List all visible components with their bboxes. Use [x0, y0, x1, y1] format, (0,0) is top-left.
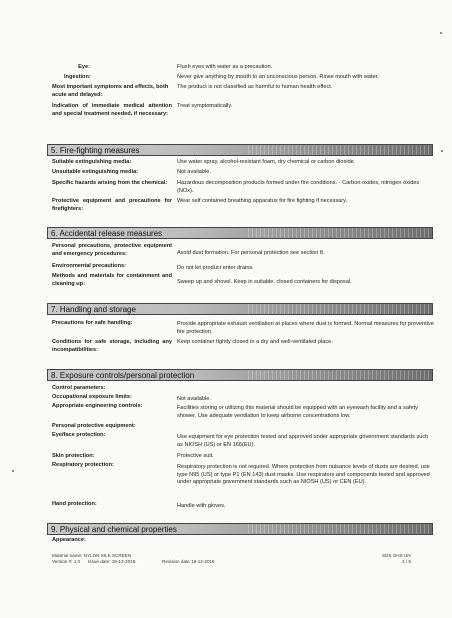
- storage-label: Conditions for safe storage, including any incompatibilities:: [52, 339, 172, 353]
- env-label: Environmental precautions:: [52, 263, 126, 269]
- hand-text: Handle with gloves.: [177, 503, 226, 509]
- section-7-header: [47, 303, 433, 315]
- protective-label: Protective equipment and precautions for firefighters:: [52, 198, 172, 212]
- ppe-label: Personal protective equipment:: [52, 423, 136, 429]
- section-9-title: 9. Physical and chemical properties: [51, 525, 177, 534]
- storage-text: Keep container tightly closed in a dry and well-ventilated place.: [177, 339, 333, 345]
- ingestion-label: Ingestion:: [64, 74, 91, 80]
- section-7-title: 7. Handling and storage: [51, 305, 136, 314]
- symptoms-label: Most important symptoms and effects, both acute and delayed:: [52, 84, 169, 98]
- eyeface-text: Use equipment for eye protection tested and approved under appropriate government standards such as NIOSH (US) or EN 166(EU).: [177, 434, 429, 448]
- section-6-title: 6. Accidental release measures: [51, 229, 163, 238]
- section-5-header: [47, 144, 433, 156]
- eyeface-label: Eye/face protection:: [52, 432, 106, 438]
- skin-label: Skin protection:: [52, 453, 95, 459]
- methods-text: Sweep up and shovel. Keep in suitable, closed containers for disposal.: [177, 279, 352, 285]
- appearance-label: Appearance:: [52, 537, 86, 543]
- footer-doc-id: SDS GHS UN: [382, 553, 411, 558]
- safe-handling-text: Provide appropriate exhaust ventilation at places where dust is formed. Normal measures for preventive fire protection.: [177, 321, 434, 335]
- hazards-text: Hazardous decomposition products formed under fire conditions. - Carbon oxides, nitrogen oxides (NOx).: [177, 180, 420, 194]
- symptoms-text: The product is not classified as harmful to human health effect.: [177, 84, 333, 90]
- eng-label: Appropriate engineering controls:: [52, 403, 143, 409]
- resp-text: Respiratory protection is not required. Where protection from nuisance levels of dusts are desired, use type N95 (US) or type P1 (EN 143) dust masks. Use respirators and components tested and approved under appropriate government standards such as NIOSH (US) or CEN (EU).: [177, 464, 430, 486]
- personal-text: Avoid dust formation. For personal protection see section 8.: [177, 250, 325, 256]
- unsuitable-label: Unsuitable extinguishing media:: [52, 169, 139, 175]
- personal-label: Personal precautions, protective equipment and emergency procedures:: [52, 243, 172, 257]
- section-8-header: [47, 369, 433, 381]
- scan-speck: [12, 470, 14, 472]
- section-9-header: [47, 523, 433, 535]
- section-6-header: [47, 227, 433, 239]
- hazards-label: Specific hazards arising from the chemical:: [52, 180, 168, 186]
- ingestion-text: Never give anything by mouth to an unconscious person. Rinse mouth with water.: [177, 74, 379, 80]
- occ-text: Not available.: [177, 396, 211, 402]
- control-label: Control parameters:: [52, 385, 106, 391]
- eye-text: Flush eyes with water as a precaution.: [177, 64, 273, 70]
- hand-label: Hand protection:: [52, 501, 97, 507]
- attention-label: Indication of immediate medical attention and special treatment needed, if necessary:: [52, 103, 172, 117]
- suitable-text: Use water spray, alcohol-resistant foam, dry chemical or carbon dioxide.: [177, 159, 356, 165]
- safe-handling-label: Precautions for safe handling:: [52, 320, 133, 326]
- protective-text: Wear self contained breathing apparatus for fire fighting if necessary.: [177, 198, 348, 204]
- scan-speck: [441, 150, 443, 152]
- scan-speck: [440, 32, 442, 34]
- footer-material: Material name: NYLON SILK SCREEN: [52, 553, 132, 558]
- eng-text: Facilities storing or utilizing this material should be equipped with an eyewash facility and a safety shower. Use adequate ventilation to keep airborne concentrations low.: [177, 405, 418, 419]
- occ-label: Occupational exposure limits:: [52, 394, 132, 400]
- env-text: Do not let product enter drains.: [177, 265, 254, 271]
- eye-label: Eye:: [78, 64, 90, 70]
- suitable-label: Suitable extinguishing media:: [52, 159, 132, 165]
- section-5-title: 5. Fire-fighting measures: [51, 146, 140, 155]
- resp-label: Respiratory protection:: [52, 462, 114, 468]
- skin-text: Protective suit.: [177, 453, 214, 459]
- unsuitable-text: Not available.: [177, 169, 211, 175]
- footer-revision-date: Revision date 19-12-2016: [162, 559, 215, 564]
- footer-page-number: 2 / 5: [402, 559, 411, 564]
- section-8-title: 8. Exposure controls/personal protection: [51, 371, 195, 380]
- attention-text: Treat symptomatically.: [177, 103, 233, 109]
- footer-version: Version #: 1.0: [52, 559, 81, 564]
- footer-issue-date: Issue date: 19-12-2016.: [88, 559, 137, 564]
- methods-label: Methods and materials for containment and cleaning up:: [52, 273, 172, 287]
